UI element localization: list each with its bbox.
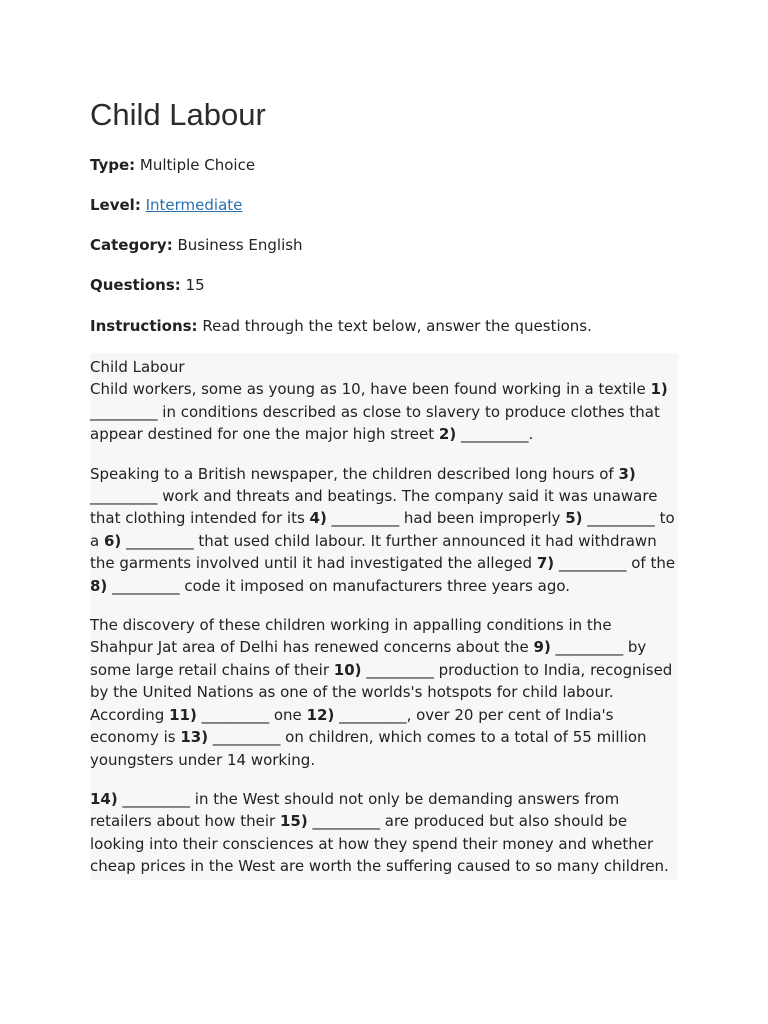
passage-text: one [273,705,302,724]
answer-blank: _________ [212,728,281,747]
category-value: Business English [177,236,303,254]
question-number: 10) [333,660,362,679]
answer-blank: _________ [312,812,380,831]
answer-blank: _________ [331,509,400,528]
answer-blank: _________ [460,425,529,444]
question-number: 4) [309,509,327,528]
question-number: 3) [618,464,636,483]
answer-blank: _________ [112,576,180,595]
level-row [90,195,242,215]
reading-passage [90,353,678,880]
passage-paragraph-1 [90,356,678,446]
passage-text: Speaking to a British newspaper, the children described long hours of [90,464,614,483]
passage-text: of the [631,554,676,573]
passage-text: work and threats and beatings. The company said it was unaware that clothing intended for its [90,487,658,528]
question-number: 13) [180,728,209,747]
passage-paragraph-3 [90,614,678,771]
passage-text: . [528,425,534,444]
passage-text: in conditions described as close to slavery to produce clothes that appear destined for one the major high street [90,402,660,444]
passage-text: in the West should not only be demanding answers from retailers about how their [90,789,620,831]
level-label: Level: [90,196,141,214]
passage-text: are produced but also should be looking into their consciences at how they spend their money and whether cheap prices in the West are worth the suffering caused to so many children. [90,812,669,876]
passage-text: to a [90,509,675,550]
question-number: 2) [438,425,457,444]
answer-blank: _________ [366,660,434,679]
passage-paragraph-2 [90,463,678,597]
passage-text: code it imposed on manufacturers three years ago. [184,576,571,595]
passage-paragraph-4 [90,788,678,878]
question-number: 8) [90,576,108,595]
question-number: 12) [306,705,335,724]
exercise-page [90,94,678,876]
instructions-row [90,316,592,336]
questions-value: 15 [185,276,205,294]
questions-row [90,275,205,295]
question-number: 14) [90,789,118,808]
question-number: 7) [536,554,555,573]
passage-text: production to India, recognised by the United Nations as one of the worlds's hotspots for child labour. According [90,660,673,724]
instructions-label: Instructions: [90,317,198,335]
question-number: 5) [565,509,583,528]
type-label: Type: [90,156,136,174]
questions-label: Questions: [90,276,181,294]
level-link[interactable]: Intermediate [145,196,243,214]
instructions-value: Read through the text below, answer the questions. [202,317,592,335]
type-row [90,155,255,175]
answer-blank: _________ [555,638,624,657]
passage-text: Child workers, some as young as 10, have been found working in a textile [90,380,646,399]
passage-text: that used child labour. It further announced it had withdrawn the garments involved until it had investigated the alleged [90,531,657,573]
answer-blank: _________ [90,402,158,421]
question-number: 1) [650,380,668,399]
answer-blank: _________ [122,789,191,808]
category-row [90,235,303,255]
passage-text: , over 20 per cent of India's economy is [90,705,614,747]
passage-text: had been improperly [403,509,561,528]
question-number: 6) [103,531,122,550]
answer-blank: _________ [558,554,627,573]
question-number: 9) [533,638,551,657]
answer-blank: _________ [126,531,194,550]
page-title: Child Labour [90,97,266,132]
answer-blank: _________ [339,705,407,724]
passage-text: The discovery of these children working in appalling conditions in the Shahpur Jat area of Delhi has renewed concerns about the [90,616,612,657]
category-label: Category: [90,236,173,254]
answer-blank: _________ [587,509,655,528]
question-number: 11) [169,705,197,724]
passage-text: by some large retail chains of their [90,638,647,679]
question-number: 15) [279,812,308,831]
type-value: Multiple Choice [139,156,256,174]
passage-heading: Child Labour [90,358,185,376]
passage-text: on children, which comes to a total of 55 million youngsters under 14 working. [90,728,647,769]
answer-blank: _________ [201,705,270,724]
answer-blank: _________ [90,487,158,506]
